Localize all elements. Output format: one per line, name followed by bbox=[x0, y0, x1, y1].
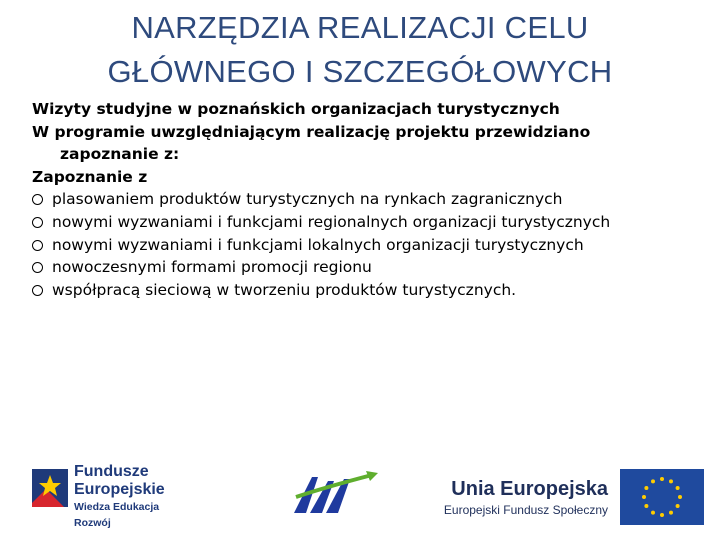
title-line-1: NARZĘDZIA REALIZACJI CELU bbox=[131, 10, 589, 45]
slide-title bbox=[0, 6, 720, 94]
fe-star-icon bbox=[32, 463, 68, 517]
list-item-text: plasowaniem produktów turystycznych na rynkach zagranicznych bbox=[52, 190, 563, 209]
partner-logo-mark-icon bbox=[286, 467, 382, 517]
circle-bullet-icon bbox=[32, 194, 43, 205]
circle-bullet-icon bbox=[32, 240, 43, 251]
footer-logos bbox=[0, 455, 720, 530]
ue-line-1: Unia Europejska bbox=[451, 478, 608, 500]
fe-line-2: Europejskie bbox=[74, 481, 165, 498]
circle-bullet-icon bbox=[32, 217, 43, 228]
ue-text bbox=[436, 477, 608, 519]
ue-line-2: Europejski Fundusz Społeczny bbox=[443, 503, 608, 517]
content-subheading: Zapoznanie z bbox=[32, 167, 148, 186]
list-item bbox=[32, 279, 712, 302]
circle-bullet-icon bbox=[32, 285, 43, 296]
eu-flag-icon bbox=[620, 469, 704, 525]
fundusze-europejskie-logo bbox=[32, 459, 192, 529]
slide-content bbox=[32, 98, 712, 301]
list-item bbox=[32, 234, 712, 257]
title-line-2: GŁÓWNEGO I SZCZEGÓŁOWYCH bbox=[107, 54, 613, 89]
intro-line-2: zapoznanie z: bbox=[60, 145, 180, 164]
list-item bbox=[32, 188, 712, 211]
list-item-text: nowymi wyzwaniami i funkcjami regionalnych organizacji turystycznych bbox=[52, 212, 611, 231]
circle-bullet-icon bbox=[32, 262, 43, 273]
intro-line-1: W programie uwzględniającym realizację projektu przewidziano bbox=[32, 122, 591, 141]
list-item bbox=[32, 256, 712, 279]
list-item bbox=[32, 211, 712, 234]
fe-text bbox=[74, 463, 192, 531]
list-item-text: nowoczesnymi formami promocji regionu bbox=[52, 258, 372, 277]
fe-line-3: Wiedza Edukacja Rozwój bbox=[74, 501, 160, 529]
fe-line-1: Fundusze bbox=[74, 463, 149, 480]
content-heading: Wizyty studyjne w poznańskich organizacjach turystycznych bbox=[32, 100, 560, 118]
list-item-text: współpracą sieciową w tworzeniu produktów turystycznych. bbox=[52, 280, 517, 299]
unia-europejska-logo bbox=[436, 469, 712, 525]
list-item-text: nowymi wyzwaniami i funkcjami lokalnych organizacji turystycznych bbox=[52, 235, 584, 254]
partner-logo bbox=[286, 467, 382, 529]
